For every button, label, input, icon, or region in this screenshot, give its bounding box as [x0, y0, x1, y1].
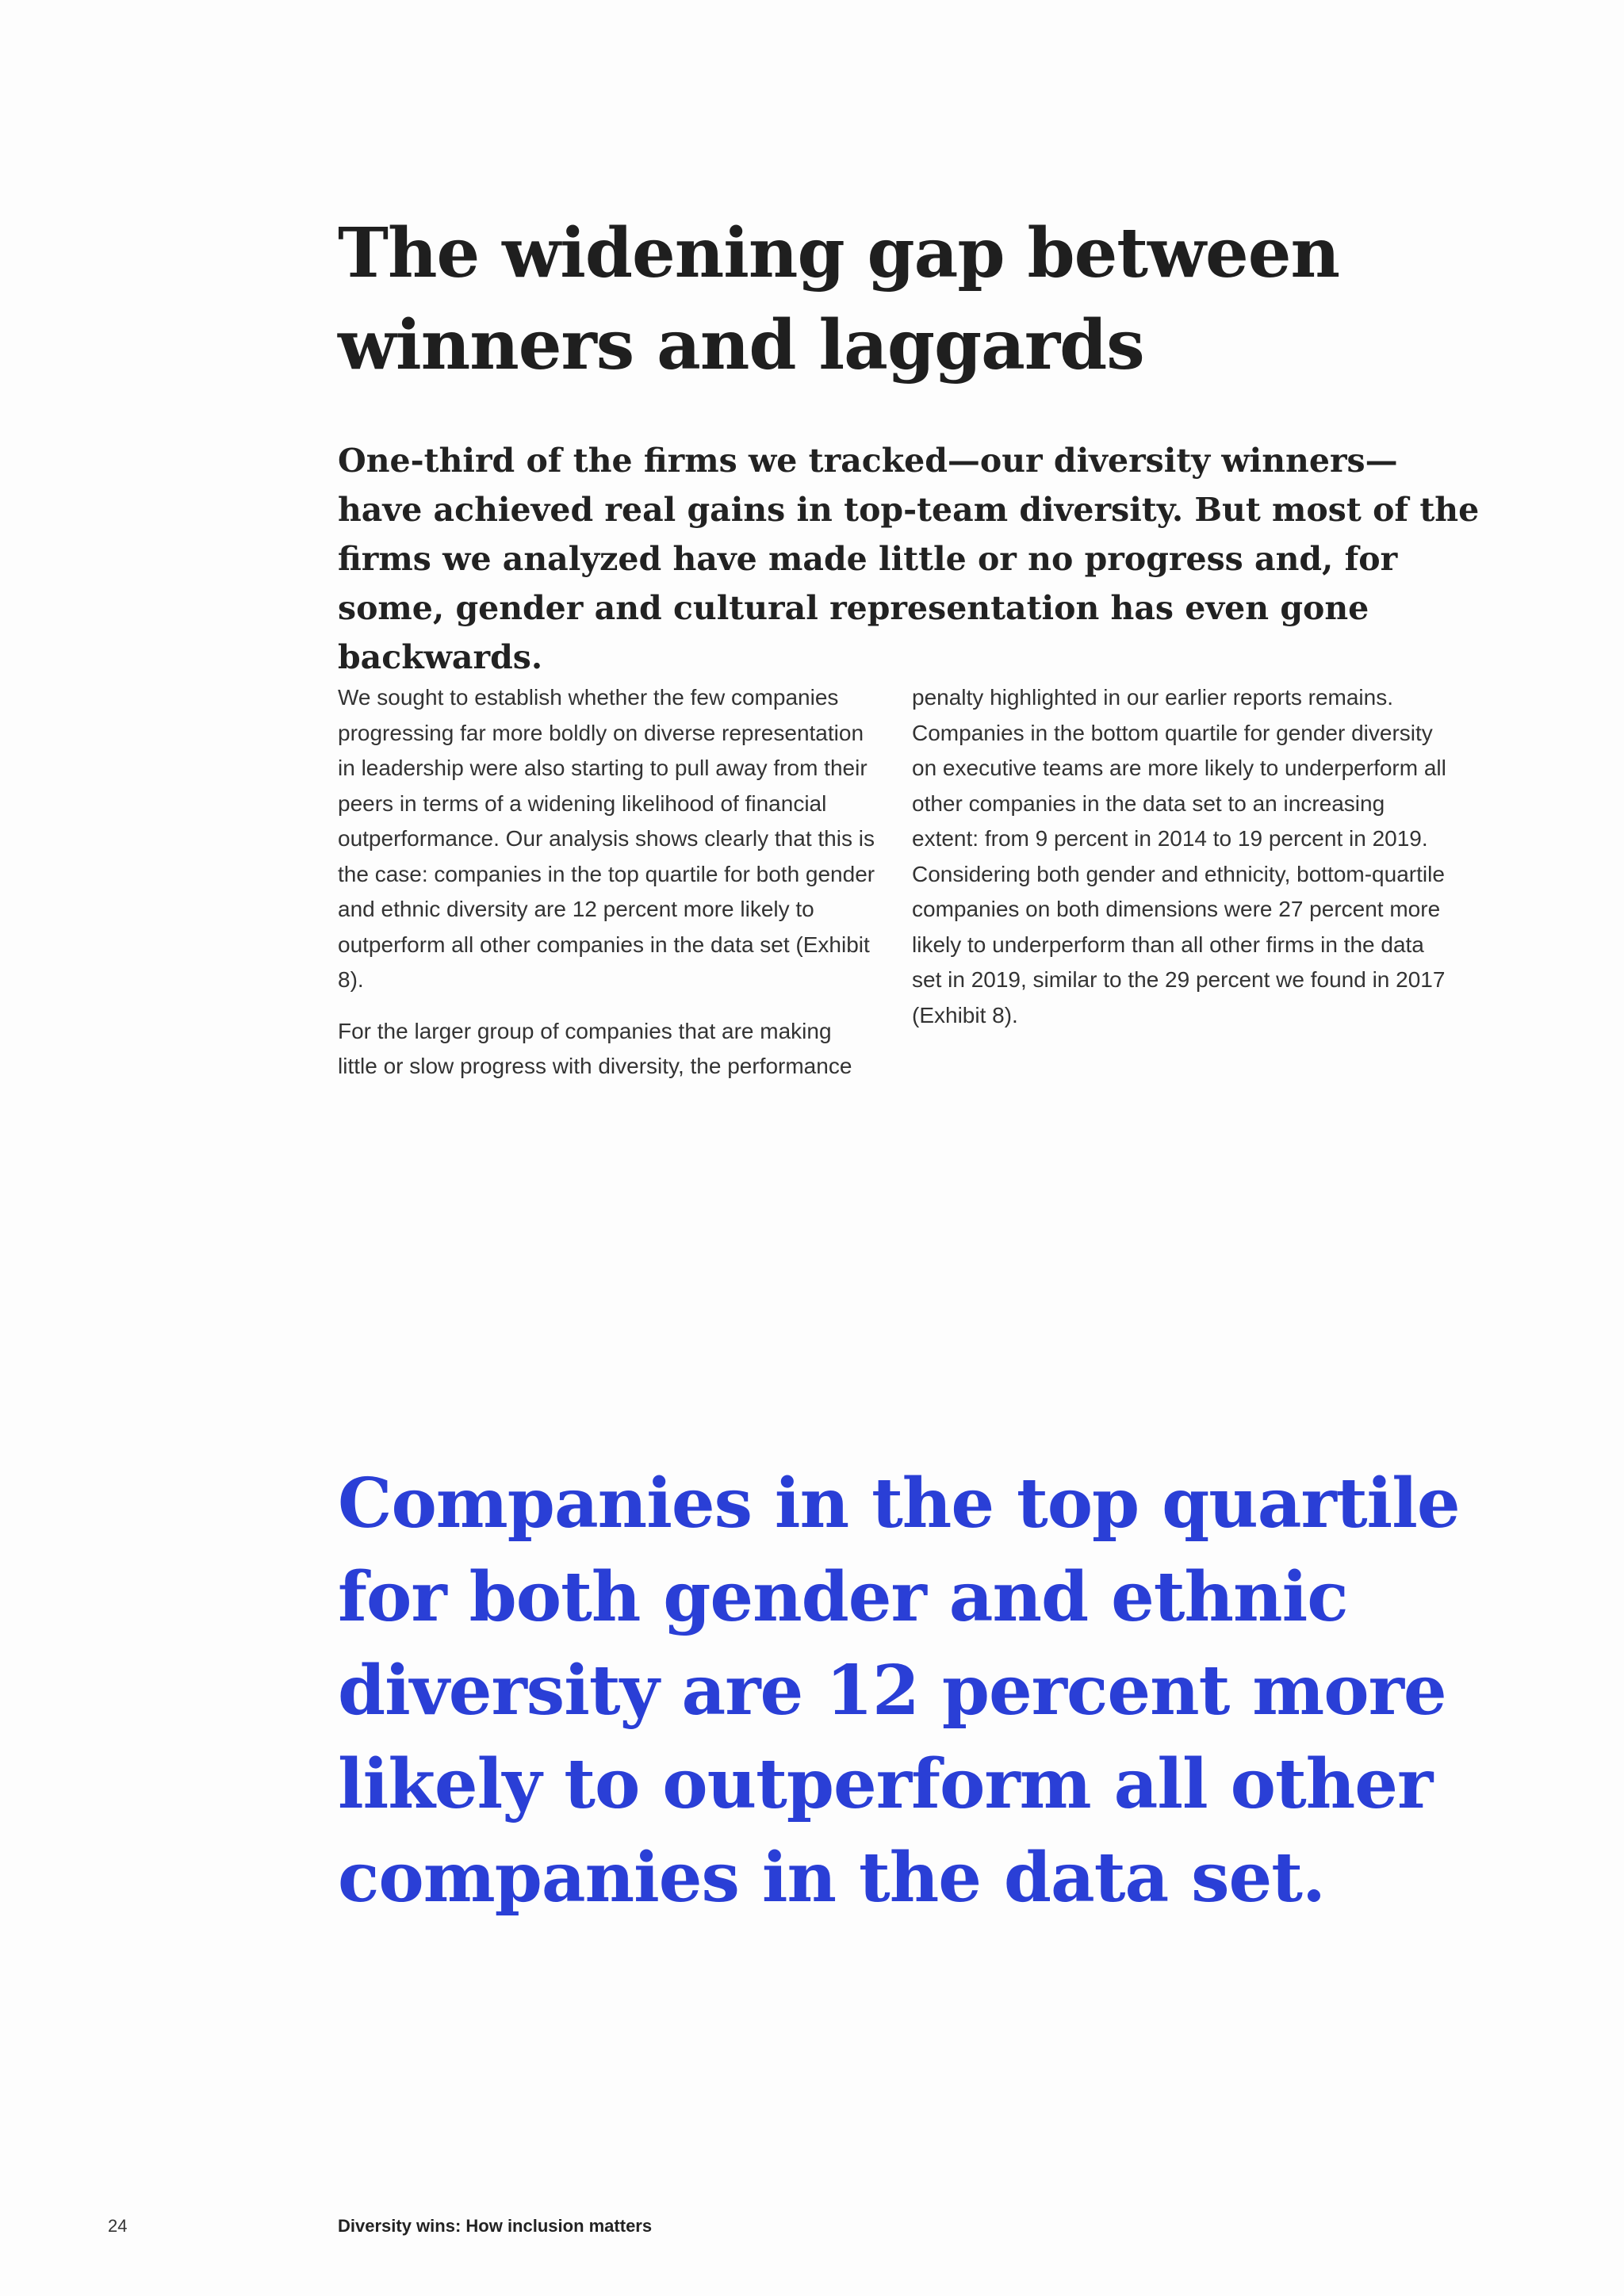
body-column-left [338, 680, 877, 1100]
lede-paragraph: One-third of the firms we tracked—our diversity winners—have achieved real gains in top-team diversity. But most of the firms we analyzed have made little or no progress and, for some, gender and cultural representation has even gone backwards. [338, 442, 1480, 676]
body-column-right [912, 680, 1451, 1049]
body-paragraph: We sought to establish whether the few companies progressing far more boldly on diverse representation in leadership were also starting to pull away from their peers in terms of a widening likelihood of financial outperformance. Our analysis shows clearly that this is the case: companies in the top quartile for both gender and ethnic diversity are 12 percent more likely to outperform all other companies in the data set (Exhibit 8). [338, 685, 875, 992]
body-paragraph: penalty highlighted in our earlier reports remains. Companies in the bottom quartile for gender diversity on executive teams are more likely to underperform all other companies in the data set to an increasing extent: from 9 percent in 2014 to 19 percent in 2019. Considering both gender and ethnicity, bottom-quartile companies on both dimensions were 27 percent more likely to underperform than all other firms in the data set in 2019, similar to the 29 percent we found in 2017 (Exhibit 8). [912, 685, 1446, 1027]
page-title: The widening gap between winners and laggards [338, 213, 1340, 385]
page-number: 24 [108, 2216, 128, 2236]
pull-quote: Companies in the top quartile for both gender and ethnic diversity are 12 percent more likely to outperform all other companies in the data set. [338, 1464, 1460, 1918]
body-paragraph: For the larger group of companies that are making little or slow progress with diversity, the performance [338, 1018, 852, 1078]
footer-publication-title: Diversity wins: How inclusion matters [338, 2216, 653, 2236]
